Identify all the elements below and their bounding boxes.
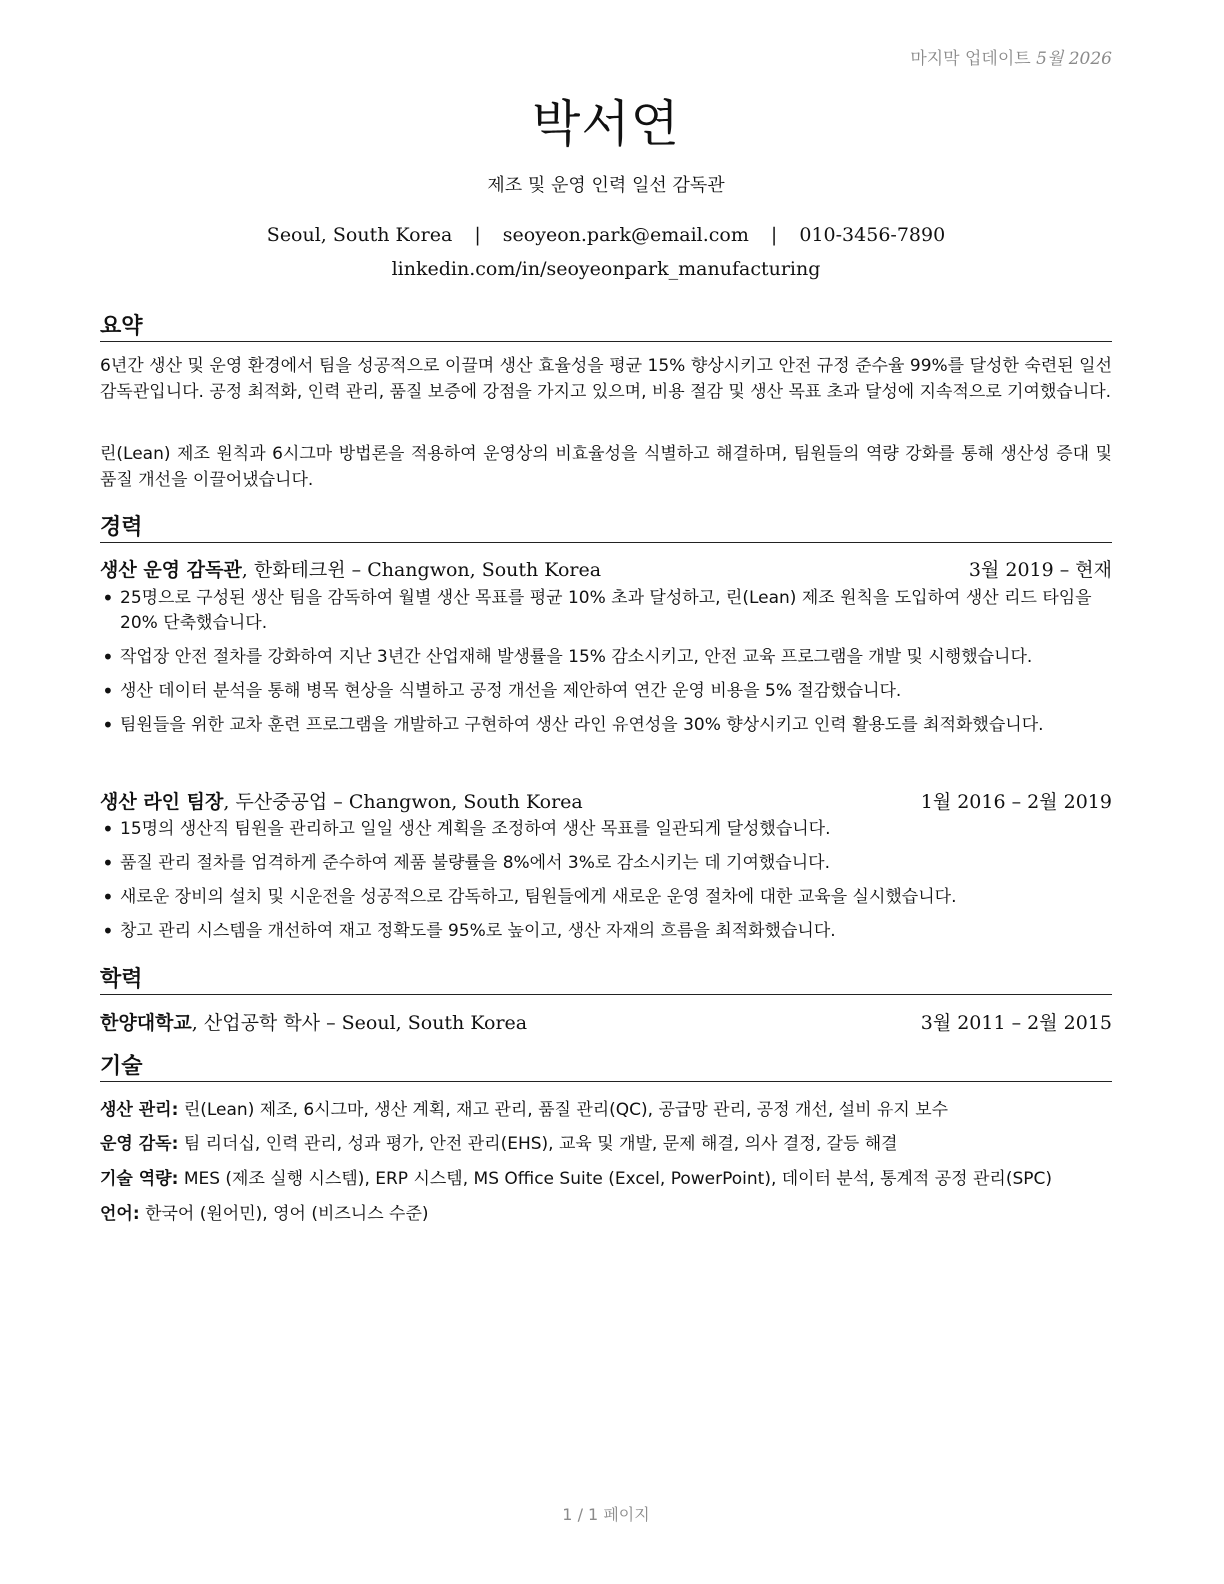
education-school: 한양대학교 [100,1012,192,1034]
job-bullet: • 작업장 안전 절차를 강화하여 지난 3년간 산업재해 발생률을 15% 감소시키고, 안전 교육 프로그램을 개발 및 시행했습니다. [100,645,1112,670]
education-dates: 3월 2011 – 2월 2015 [920,1012,1112,1034]
contact-phone: 010-3456-7890 [799,224,946,246]
education-entry: 한양대학교, 산업공학 학사 – Seoul, South Korea 3월 2011 – 2월 2015 [100,1008,1112,1034]
summary-paragraph: 린(Lean) 제조 원칙과 6시그마 방법론을 적용하여 운영상의 비효율성을 식별하고 해결하며, 팀원들의 역량 강화를 통해 생산성 증대 및 품질 개선을 이끌어냈습니다. [100,444,1112,490]
job-bullet-list [100,586,1112,747]
skill-row [100,1129,1112,1154]
contact-separator: | [770,224,778,246]
contact-linkedin[interactable]: linkedin.com/in/seoyeonpark_manufacturing [391,258,821,280]
page-footer [100,1502,1112,1525]
job-bullet-list [100,817,1112,953]
last-updated [910,44,1112,69]
section-title-experience: 경력 [100,510,1112,543]
job-role: 생산 운영 감독관 [100,559,242,581]
last-updated-date: 5월 2026 [1036,49,1112,69]
summary-paragraph: 6년간 생산 및 운영 환경에서 팀을 성공적으로 이끌며 생산 효율성을 평균 15% 향상시키고 안전 규정 준수율 99%를 달성한 숙련된 일선 감독관입니다. 공정 최적화, 인력 관리, 품질 보증에 강점을 가지고 있으며, 비용 절감 및 생산 목표 초과 달성에 지속적으로 기여했습니다. [100,356,1112,402]
job-dates: 1월 2016 – 2월 2019 [920,791,1112,813]
page-label: 페이지 [603,1505,650,1524]
job-bullet: • 생산 데이터 분석을 통해 병목 현상을 식별하고 공정 개선을 제안하여 연간 운영 비용을 5% 절감했습니다. [100,679,1112,704]
job-company: 한화테크윈 [253,559,346,581]
job-location: Changwon, South Korea [367,559,602,581]
job-bullet: • 15명의 생산직 팀원을 관리하고 일일 생산 계획을 조정하여 생산 목표를 일관되게 달성했습니다. [100,817,1112,842]
skill-row [100,1199,1112,1224]
job-bullet: • 품질 관리 절차를 엄격하게 준수하여 제품 불량률을 8%에서 3%로 감소시키는 데 기여했습니다. [100,851,1112,876]
skill-value: 팀 리더십, 인력 관리, 성과 평가, 안전 관리(EHS), 교육 및 개발, 문제 해결, 의사 결정, 갈등 해결 [183,1134,898,1154]
page-indicator: 1 / 1 [562,1505,599,1524]
skill-row [100,1095,1112,1120]
job-bullet: • 새로운 장비의 설치 및 시운전을 성공적으로 감독하고, 팀원들에게 새로운 운영 절차에 대한 교육을 실시했습니다. [100,885,1112,910]
education-degree: 산업공학 학사 [203,1012,321,1034]
contact-line [100,224,1112,246]
job-location: Changwon, South Korea [348,791,583,813]
skill-value: 한국어 (원어민), 영어 (비즈니스 수준) [145,1204,429,1224]
job-header: 생산 라인 팀장, 두산중공업 – Changwon, South Korea 1월 2016 – 2월 2019 [100,787,1112,813]
job-bullet: • 창고 관리 시스템을 개선하여 재고 정확도를 95%로 높이고, 생산 자재의 흐름을 최적화했습니다. [100,919,1112,944]
job-bullet: • 팀원들을 위한 교차 훈련 프로그램을 개발하고 구현하여 생산 라인 유연성을 30% 향상시키고 인력 활용도를 최적화했습니다. [100,713,1112,738]
skill-value: 린(Lean) 제조, 6시그마, 생산 계획, 재고 관리, 품질 관리(QC), 공급망 관리, 공정 개선, 설비 유지 보수 [183,1100,949,1120]
skill-label: 기술 역량: [100,1169,179,1189]
section-title-skills: 기술 [100,1049,1112,1082]
contact-separator: | [474,224,481,246]
section-title-education: 학력 [100,962,1112,995]
last-updated-label: 마지막 업데이트 [910,49,1031,69]
contact-location: Seoul, South Korea [266,224,453,246]
skill-label: 언어: [100,1204,140,1224]
section-title-summary: 요약 [100,309,1112,342]
job-bullet: • 25명으로 구성된 생산 팀을 감독하여 월별 생산 목표를 평균 10% 초과 달성하고, 린(Lean) 제조 원칙을 도입하여 생산 리드 타임을 20% 단축했습니다. [100,586,1112,636]
skill-value: MES (제조 실행 시스템), ERP 시스템, MS Office Suite (Excel, PowerPoint), 데이터 분석, 통계적 공정 관리(SPC) [183,1169,1053,1189]
resume-page [100,0,1112,1584]
contact-email[interactable]: seoyeon.park@email.com [502,224,749,246]
job-company: 두산중공업 [235,791,328,813]
job-dates: 3월 2019 – 현재 [968,559,1112,581]
skill-label: 운영 감독: [100,1134,179,1154]
skill-label: 생산 관리: [100,1100,179,1120]
education-location: Seoul, South Korea [341,1012,528,1034]
job-header: 생산 운영 감독관, 한화테크윈 – Changwon, South Korea 3월 2019 – 현재 [100,555,1112,581]
job-role: 생산 라인 팀장 [100,791,224,813]
skill-row [100,1164,1112,1189]
candidate-headline: 제조 및 운영 인력 일선 감독관 [487,175,725,196]
candidate-name: 박서연 [532,95,680,153]
